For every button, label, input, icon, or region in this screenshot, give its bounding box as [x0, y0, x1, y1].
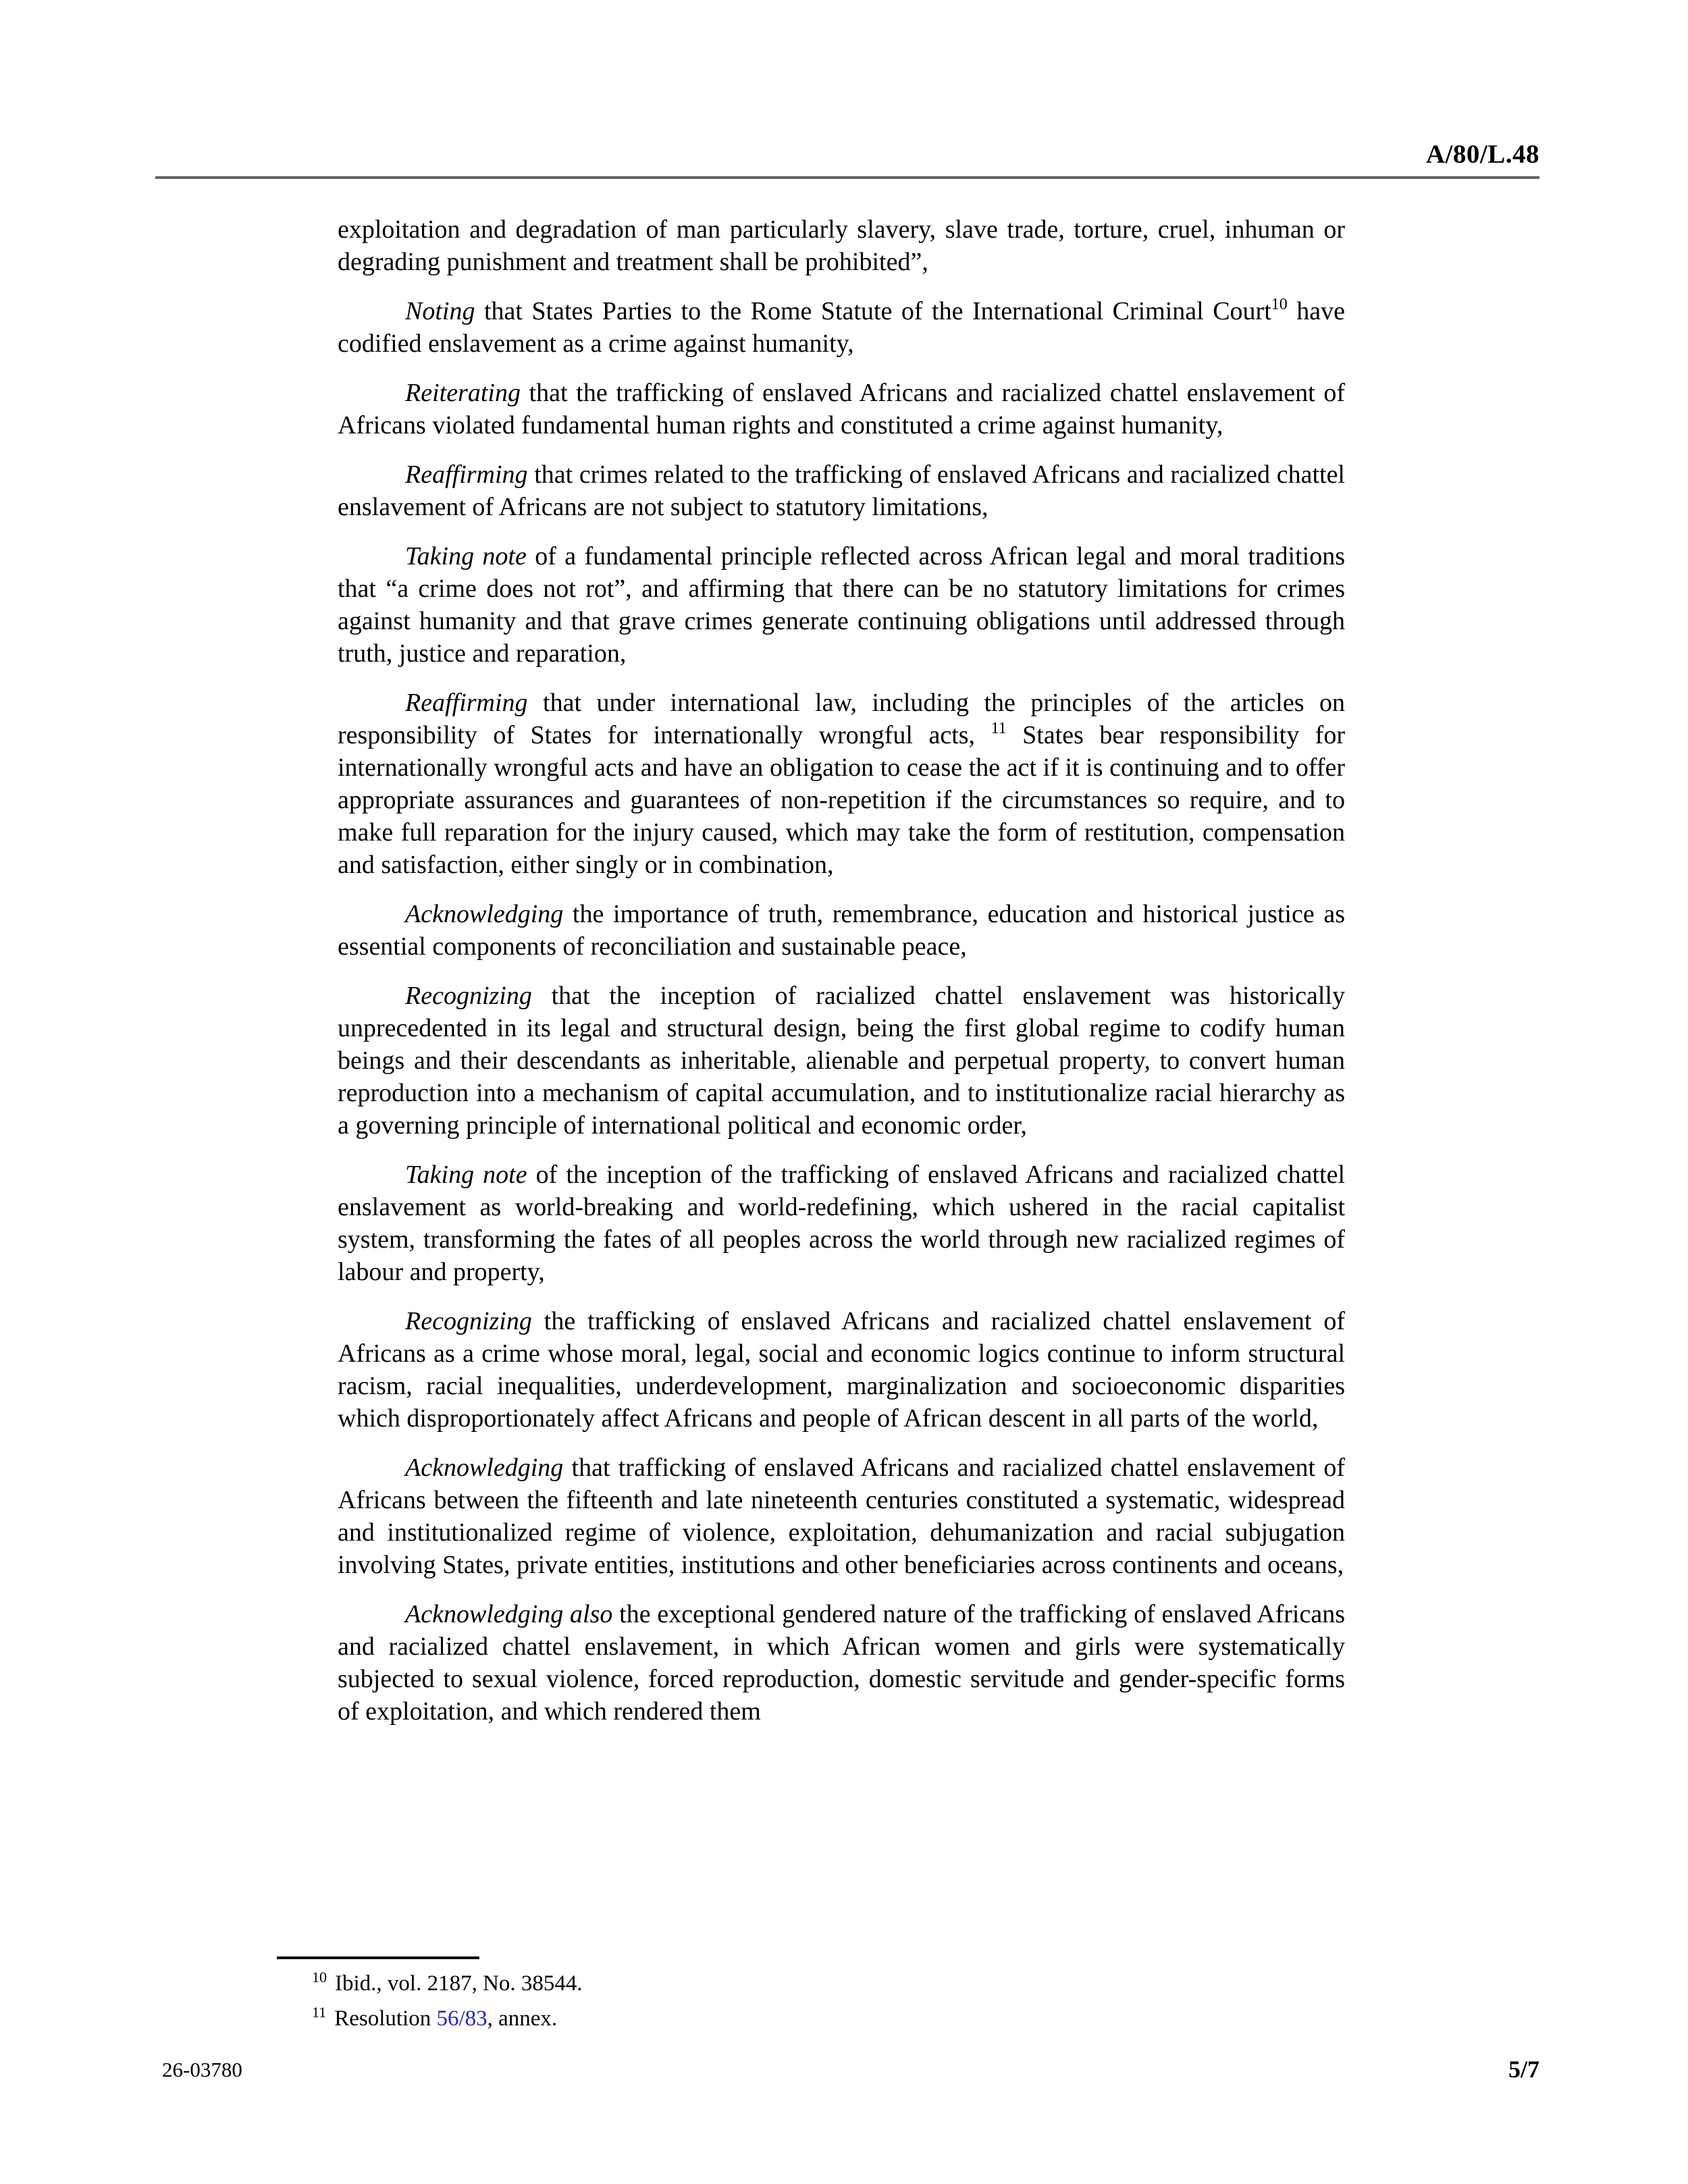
text-run: Noting [405, 297, 475, 325]
body-paragraph [338, 295, 1345, 360]
footnote-number: 11 [312, 2004, 327, 2021]
footer-page-number: 5/7 [1508, 2056, 1539, 2083]
text-run: Recognizing [405, 982, 532, 1010]
text-run: Acknowledging [405, 900, 564, 928]
resolution-link[interactable]: 56/83 [436, 2006, 487, 2031]
text-run: that crimes related to the trafficking of enslaved Africans and racialized chattel enslavement of Africans are not subject to statutory limitations, [338, 460, 1345, 521]
text-run: , annex. [487, 2006, 558, 2031]
text-run: the importance of truth, remembrance, education and historical justice as essential components of reconciliation and sustainable peace, [338, 900, 1345, 961]
text-run: have codified enslavement as a crime against humanity, [338, 297, 1345, 358]
text-run: that trafficking of enslaved Africans and racialized chattel enslavement of Africans between the fifteenth and late nineteenth centuries constituted a systematic, widespread and institutionalized regime of violence, exploitation, dehumanization and racial subjugation involving States, private entities, institutions and other beneficiaries across continents and oceans, [338, 1454, 1345, 1579]
body-paragraph [338, 458, 1345, 523]
text-run: Recognizing [405, 1307, 532, 1335]
text-run: Reaffirming [405, 460, 528, 489]
body-paragraph [338, 1598, 1345, 1728]
footnotes-list [312, 1966, 1345, 2036]
footnote-ref: 10 [1271, 296, 1288, 313]
footnote-separator [277, 1956, 479, 1959]
footnote-ref: 11 [991, 720, 1007, 737]
body-paragraph [338, 1451, 1345, 1581]
text-run: the exceptional gendered nature of the trafficking of enslaved Africans and racialized chattel enslavement, in which African women and girls were systematically subjected to sexual violence, forced reproduction, domestic servitude and gender-specific forms of exploitation, and which rendered them [338, 1600, 1345, 1726]
body-paragraph [338, 687, 1345, 881]
text-run: Taking note [405, 1161, 527, 1189]
text-run: of the inception of the trafficking of enslaved Africans and racialized chattel enslavement as world-breaking and world-redefining, which ushered in the racial capitalist system, transforming the fates of all peoples across the world through new racialized regimes of labour and property, [338, 1161, 1346, 1286]
text-run: Acknowledging [405, 1454, 564, 1482]
text-run: the trafficking of enslaved Africans and racialized chattel enslavement of Africans as a crime whose moral, legal, social and economic logics continue to inform structural racism, racial inequalities, underdevelopment, marginalization and socioeconomic disparities which disproportionately affect Africans and people of African descent in all parts of the world, [338, 1307, 1345, 1433]
text-run: Acknowledging also [405, 1600, 613, 1628]
text-run: of a fundamental principle reflected across African legal and moral traditions that “a crime does not rot”, and affirming that there can be no statutory limitations for crimes against humanity and that grave crimes generate continuing obligations until addressed through truth, justice and reparation, [338, 542, 1345, 668]
footer-job-number: 26-03780 [162, 2058, 242, 2081]
footnote [312, 2001, 1345, 2036]
header-rule [155, 176, 1539, 179]
footnote [312, 1966, 1345, 2001]
text-run: that States Parties to the Rome Statute of the International Criminal Court [475, 297, 1271, 325]
body-paragraph [338, 898, 1345, 963]
doc-symbol: A/80/L.48 [1425, 140, 1539, 169]
text-run: that the inception of racialized chattel enslavement was historically unprecedented in its legal and structural design, being the first global regime to codify human beings and their descendants as inheritable, alienable and perpetual property, to convert human reproduction into a mechanism of capital accumulation, and to institutionalize racial hierarchy as a governing principle of international political and economic order, [338, 982, 1345, 1140]
text-run: States bear responsibility for internationally wrongful acts and have an obligation to cease the act if it is continuing and to offer appropriate assurances and guarantees of non-repetition if the circumstances so require, and to make full reparation for the injury caused, which may take the form of restitution, compensation and satisfaction, either singly or in combination, [338, 721, 1345, 879]
body-paragraph [338, 980, 1345, 1142]
text-run: that under international law, including the principles of the articles on responsibility of States for internationally wrongful acts, [338, 689, 1345, 749]
text-run: exploitation and degradation of man particularly slavery, slave trade, torture, cruel, inhuman or degrading punishment and treatment shall be prohibited”, [338, 215, 1345, 276]
text-run: that the trafficking of enslaved Africans and racialized chattel enslavement of Africans violated fundamental human rights and constituted a crime against humanity, [338, 379, 1345, 440]
text-run: Reiterating [405, 379, 521, 407]
text-run: Resolution [334, 2006, 437, 2031]
body-paragraphs [338, 213, 1345, 1744]
text-run: Ibid., vol. 2187, No. 38544. [335, 1971, 583, 1996]
text-run: Taking note [405, 542, 527, 570]
body-paragraph [338, 213, 1345, 278]
body-paragraph [338, 377, 1345, 442]
footnote-number: 10 [312, 1969, 327, 1986]
text-run: Reaffirming [405, 689, 528, 717]
body-paragraph [338, 540, 1345, 670]
body-paragraph [338, 1305, 1345, 1435]
body-paragraph [338, 1158, 1345, 1288]
